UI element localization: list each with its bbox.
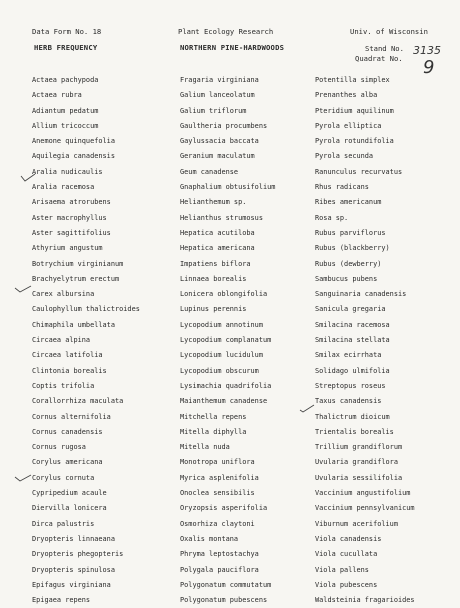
species-item: Pteridium aquilinum <box>315 106 394 115</box>
species-item: Lycopodium obscurum <box>180 366 259 375</box>
organization-name: Plant Ecology Research <box>178 27 274 36</box>
species-item: Geum canadense <box>180 167 239 176</box>
species-item: Uvularia grandiflora <box>315 458 398 467</box>
species-item: Gaultheria procumbens <box>180 121 268 130</box>
species-item: Smilacina racemosa <box>315 320 390 329</box>
species-item: Coptis trifolia <box>32 381 95 390</box>
species-item: Fragaria virginiana <box>180 76 259 84</box>
species-item: Galium lanceolatum <box>180 91 255 100</box>
species-item: Athyrium angustum <box>32 244 103 253</box>
species-item: Epigaea repens <box>32 596 91 605</box>
species-item: Uvularia sessilifolia <box>315 473 403 482</box>
species-item: Lycopodium lucidulum <box>180 351 263 360</box>
species-item: Viola cucullata <box>315 550 378 559</box>
species-item: Polygonatum pubescens <box>180 596 268 605</box>
species-item: Cornus rugosa <box>32 443 86 452</box>
species-item: Corylus cornuta <box>32 473 95 482</box>
species-item: Hepatica americana <box>180 244 255 253</box>
species-item: Clintonia borealis <box>32 366 107 375</box>
species-item: Potentilla simplex <box>315 76 390 84</box>
species-item: Solidago ulmifolia <box>315 366 390 375</box>
species-item: Geranium maculatum <box>180 152 255 161</box>
quadrat-number-label: Quadrat No. <box>355 54 403 63</box>
species-item: Arisaema atrorubens <box>32 198 111 207</box>
species-item: Mitchella repens <box>180 412 247 421</box>
species-item: Linnaea borealis <box>180 274 247 283</box>
species-column-2 <box>180 73 275 608</box>
species-item: Thalictrum dioicum <box>315 412 390 421</box>
species-item: Diervilla lonicera <box>32 504 107 513</box>
species-item: Dirca palustris <box>32 519 95 528</box>
check-mark-icon <box>20 173 36 183</box>
species-item: Adiantum pedatum <box>32 106 99 115</box>
species-item: Actaea rubra <box>32 91 82 100</box>
species-item: Helianthus strumosus <box>180 213 263 222</box>
species-item: Pyrola secunda <box>315 152 374 161</box>
species-item: Impatiens biflora <box>180 259 251 268</box>
species-item: Mitella diphylla <box>180 427 247 436</box>
species-item: Galium triflorum <box>180 106 247 115</box>
species-item: Onoclea sensibilis <box>180 489 255 498</box>
species-item: Rhus radicans <box>315 183 369 192</box>
species-item: Epifagus virginiana <box>32 580 111 589</box>
species-item: Vaccinium angustifolium <box>315 489 411 498</box>
species-item: Pyrola elliptica <box>315 121 382 130</box>
species-item: Rosa sp. <box>315 213 349 222</box>
species-item: Prenanthes alba <box>315 91 378 100</box>
species-item: Dryopteris phegopteris <box>32 550 124 559</box>
check-mark-icon <box>14 284 32 294</box>
species-item: Maianthemum canadense <box>180 397 268 406</box>
species-item: Rubus (dewberry) <box>315 259 382 268</box>
species-item: Aster macrophyllus <box>32 213 107 222</box>
species-item: Corylus americana <box>32 458 103 467</box>
species-item: Polygonatum commutatum <box>180 580 272 589</box>
species-item: Lupinus perennis <box>180 305 247 314</box>
species-item: Sanguinaria canadensis <box>315 290 407 299</box>
species-item: Brachyelytrum erectum <box>32 274 120 283</box>
species-item: Gnaphalium obtusifolium <box>180 183 276 192</box>
species-item: Sanicula gregaria <box>315 305 386 314</box>
species-item: Monotropa uniflora <box>180 458 255 467</box>
species-item: Lycopodium complanatum <box>180 336 272 345</box>
species-item: Aralia nudicaulis <box>32 167 103 176</box>
stand-number-value: 3135 <box>413 44 441 57</box>
species-item: Allium tricoccum <box>32 121 99 130</box>
species-item: Mitella nuda <box>180 443 230 452</box>
species-item: Trillium grandiflorum <box>315 443 403 452</box>
species-item: Anemone quinquefolia <box>32 137 115 146</box>
species-item: Polygala pauciflora <box>180 565 259 574</box>
species-item: Cypripedium acaule <box>32 489 107 498</box>
forest-type-title: NORTHERN PINE-HARDWOODS <box>180 43 285 52</box>
species-item: Corallorrhiza maculata <box>32 397 124 406</box>
species-item: Oxalis montana <box>180 534 239 543</box>
form-subtitle: HERB FREQUENCY <box>34 43 98 52</box>
quadrat-number-value: 9 <box>423 57 435 78</box>
species-item: Actaea pachypoda <box>32 76 99 84</box>
species-item: Myrica asplenifolia <box>180 473 259 482</box>
species-item: Viburnum acerifolium <box>315 519 398 528</box>
species-item: Ranunculus recurvatus <box>315 167 403 176</box>
species-item: Cornus canadensis <box>32 427 103 436</box>
species-item: Pyrola rotundifolia <box>315 137 394 146</box>
species-item: Circaea alpina <box>32 336 91 345</box>
species-item: Streptopus roseus <box>315 381 386 390</box>
species-item: Taxus canadensis <box>315 397 382 406</box>
species-item: Aralia racemosa <box>32 183 95 192</box>
species-item: Botrychium virginianum <box>32 259 124 268</box>
university-name: Univ. of Wisconsin <box>350 27 428 36</box>
species-item: Viola pubescens <box>315 580 378 589</box>
species-item: Gaylussacia baccata <box>180 137 259 146</box>
species-item: Smilacina stellata <box>315 336 390 345</box>
species-item: Dryopteris spinulosa <box>32 565 115 574</box>
species-item: Hepatica acutiloba <box>180 228 255 237</box>
species-item: Vaccinium pennsylvanicum <box>315 504 415 513</box>
form-number: Data Form No. 18 <box>32 27 102 36</box>
species-item: Waldsteinia fragarioides <box>315 596 415 605</box>
species-item: Sambucus pubens <box>315 274 378 283</box>
species-column-1 <box>32 73 140 608</box>
species-item: Chimaphila umbellata <box>32 320 115 329</box>
species-item: Phryma leptostachya <box>180 550 259 559</box>
species-item: Rubus parviflorus <box>315 228 386 237</box>
species-item: Smilax ecirrhata <box>315 351 382 360</box>
species-item: Osmorhiza claytoni <box>180 519 255 528</box>
species-item: Aquilegia canadensis <box>32 152 115 161</box>
species-item: Trientalis borealis <box>315 427 394 436</box>
species-item: Lycopodium annotinum <box>180 320 263 329</box>
species-item: Circaea latifolia <box>32 351 103 360</box>
check-mark-icon <box>299 403 315 413</box>
species-column-3 <box>315 73 415 608</box>
stand-number-label: Stand No. <box>365 44 404 53</box>
species-item: Cornus alternifolia <box>32 412 111 421</box>
species-item: Viola canadensis <box>315 534 382 543</box>
species-item: Dryopteris linnaeana <box>32 534 115 543</box>
species-item: Aster sagittifolius <box>32 228 111 237</box>
species-item: Lysimachia quadrifolia <box>180 381 272 390</box>
species-item: Caulophyllum thalictroides <box>32 305 140 314</box>
species-item: Lonicera oblongifolia <box>180 290 268 299</box>
species-item: Helianthemum sp. <box>180 198 247 207</box>
species-item: Oryzopsis asperifolia <box>180 504 268 513</box>
check-mark-icon <box>14 473 32 483</box>
species-item: Rubus (blackberry) <box>315 244 390 253</box>
species-item: Carex albursina <box>32 290 95 299</box>
species-item: Ribes americanum <box>315 198 382 207</box>
species-item: Viola pallens <box>315 565 369 574</box>
